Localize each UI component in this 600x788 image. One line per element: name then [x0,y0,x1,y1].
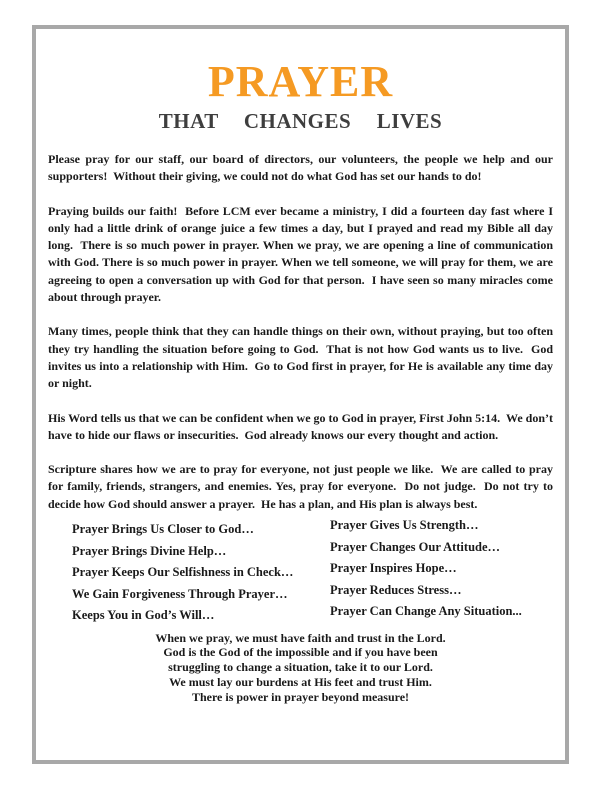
benefit-item: Prayer Reduces Stress… [330,582,462,597]
page-border-frame [32,25,569,764]
benefit-item: Prayer Gives Us Strength… [330,518,479,533]
closing-line: struggling to change a situation, take it to our Lord. [168,660,433,675]
paragraph-his-word-confident: His Word tells us that we can be confident when we go to God in prayer, First John 5:14. We don’t have to hide our flaws or insecurities. God already knows our every thought and action. [48,410,556,442]
closing-line: There is power in prayer beyond measure! [191,689,410,704]
paragraph-scripture-pray-everyone: Scripture shares how we are to pray for everyone, not just people we like. We are called to pray for family, friends, strangers, and enemies. Yes, pray for everyone. Do not judge. Do not try to decide how God should answer a prayer. He has a plan, and His plan is always best. [48,462,556,511]
page-content [36,59,565,705]
page-title: PRAYER [207,57,394,106]
paragraph-praying-builds-faith: Praying builds our faith! Before LCM ever became a ministry, I did a fourteen day fast where I only had a little drink of orange juice a few times a day, but I prayed and read my Bible all day long. There is so much power in prayer. When we pray, we are opening a line of communication with God. There is so much power in prayer. When we tell someone, we will pray for them, we are agreeing to open a conversation up with God for that person. I have seen so many miracles come about through prayer. [48,203,556,305]
closing-line: When we pray, we must have faith and trust in the Lord. [155,630,446,645]
prayer-benefits-list [48,519,553,627]
benefit-item: Prayer Keeps Our Selfishness in Check… [72,565,294,580]
paragraph-handle-things-own: Many times, people think that they can handle things on their own, without praying, but too often they try handling the situation before going to God. That is not how God wants us to live. God invites us into a relationship with Him. Go to God first in prayer, for He is available any time day or night. [48,324,556,391]
benefit-item: We Gain Forgiveness Through Prayer… [72,586,288,601]
paragraph-pray-for-staff: Please pray for our staff, our board of directors, our volunteers, the people we help and our supporters! Without their giving, we could not do what God has set our hands to do! [48,152,556,184]
benefits-column-left [72,519,330,627]
benefit-item: Prayer Can Change Any Situation... [330,604,522,619]
benefit-item: Prayer Changes Our Attitude… [330,539,501,554]
benefit-item: Prayer Brings Divine Help… [72,543,227,558]
page-subtitle: THAT CHANGES LIVES [158,109,443,133]
benefit-item: Prayer Brings Us Closer to God… [72,522,254,537]
benefit-item: Prayer Inspires Hope… [330,561,457,576]
benefits-column-right [330,515,553,627]
closing-line: God is the God of the impossible and if you have been [163,645,438,660]
closing-line: We must lay our burdens at His feet and trust Him. [169,674,432,689]
closing-message [48,631,553,705]
benefit-item: Keeps You in God’s Will… [72,608,215,623]
